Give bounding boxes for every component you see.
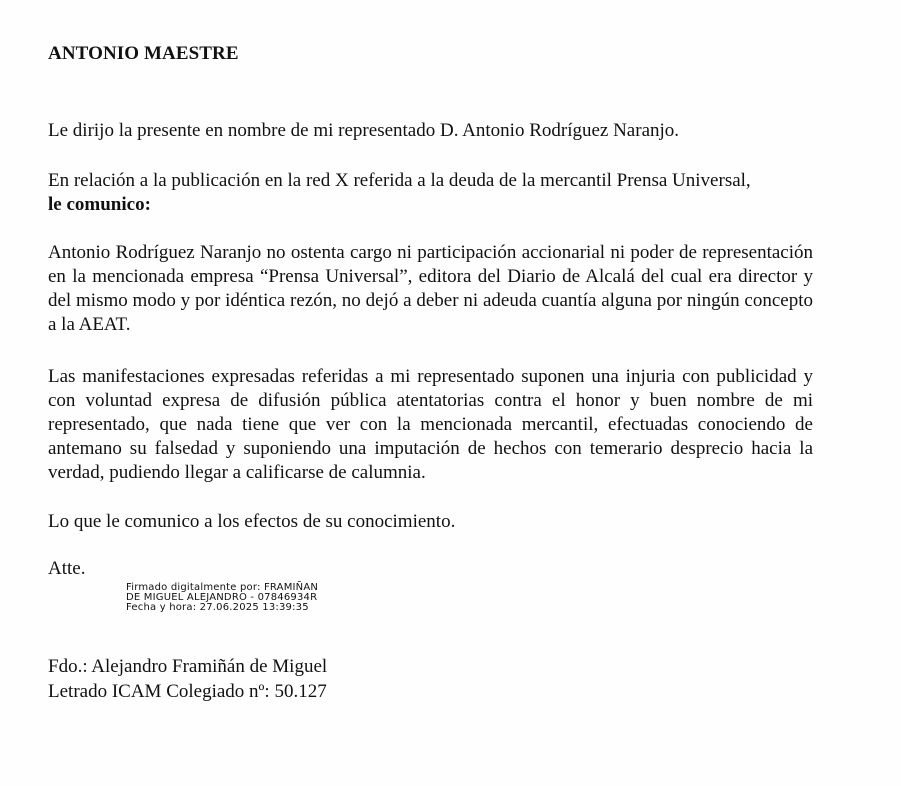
recipient-heading: ANTONIO MAESTRE	[48, 43, 239, 64]
relacion-text: En relación a la publicación en la red X referida a la deuda de la mercantil Prensa Universal,	[48, 170, 751, 191]
signature-line-1: Firmado digitalmente por: FRAMIÑAN	[126, 582, 319, 593]
body-paragraph-2: Las manifestaciones expresadas referidas a mi representado suponen una injuria con publicidad y con voluntad expresa de difusión pública atentatorias contra el honor y buen nombre de mi representado, que nada tiene que ver con la mencionada mercantil, efectuadas conociendo de antemano su falsedad y suponiendo una imputación de hechos con temerario desprecio hacia la verdad, pudiendo llegar a calificarse de calumnia.	[48, 366, 813, 483]
comunico-text: le comunico:	[48, 194, 151, 215]
signature-line-2: DE MIGUEL ALEJANDRO - 07846934R	[126, 592, 318, 603]
signer-name: Fdo.: Alejandro Framiñán de Miguel	[48, 656, 328, 677]
closing-paragraph: Lo que le comunico a los efectos de su conocimiento.	[48, 511, 456, 532]
signer-title: Letrado ICAM Colegiado nº: 50.127	[48, 681, 327, 702]
intro-paragraph: Le dirijo la presente en nombre de mi representado D. Antonio Rodríguez Naranjo.	[48, 120, 680, 141]
atte-text: Atte.	[48, 558, 86, 579]
digital-signature-stamp	[126, 583, 318, 613]
body-paragraph-1: Antonio Rodríguez Naranjo no ostenta cargo ni participación accionarial ni poder de representación en la mencionada empresa “Prensa Universal”, editora del Diario de Alcalá del cual era director y del mismo modo y por idéntica rezón, no dejó a deber ni adeuda cuantía alguna por ningún concepto a la AEAT.	[48, 242, 813, 335]
signature-line-3: Fecha y hora: 27.06.2025 13:39:35	[126, 602, 309, 613]
signer-block	[48, 654, 327, 704]
relacion-paragraph	[48, 169, 813, 217]
